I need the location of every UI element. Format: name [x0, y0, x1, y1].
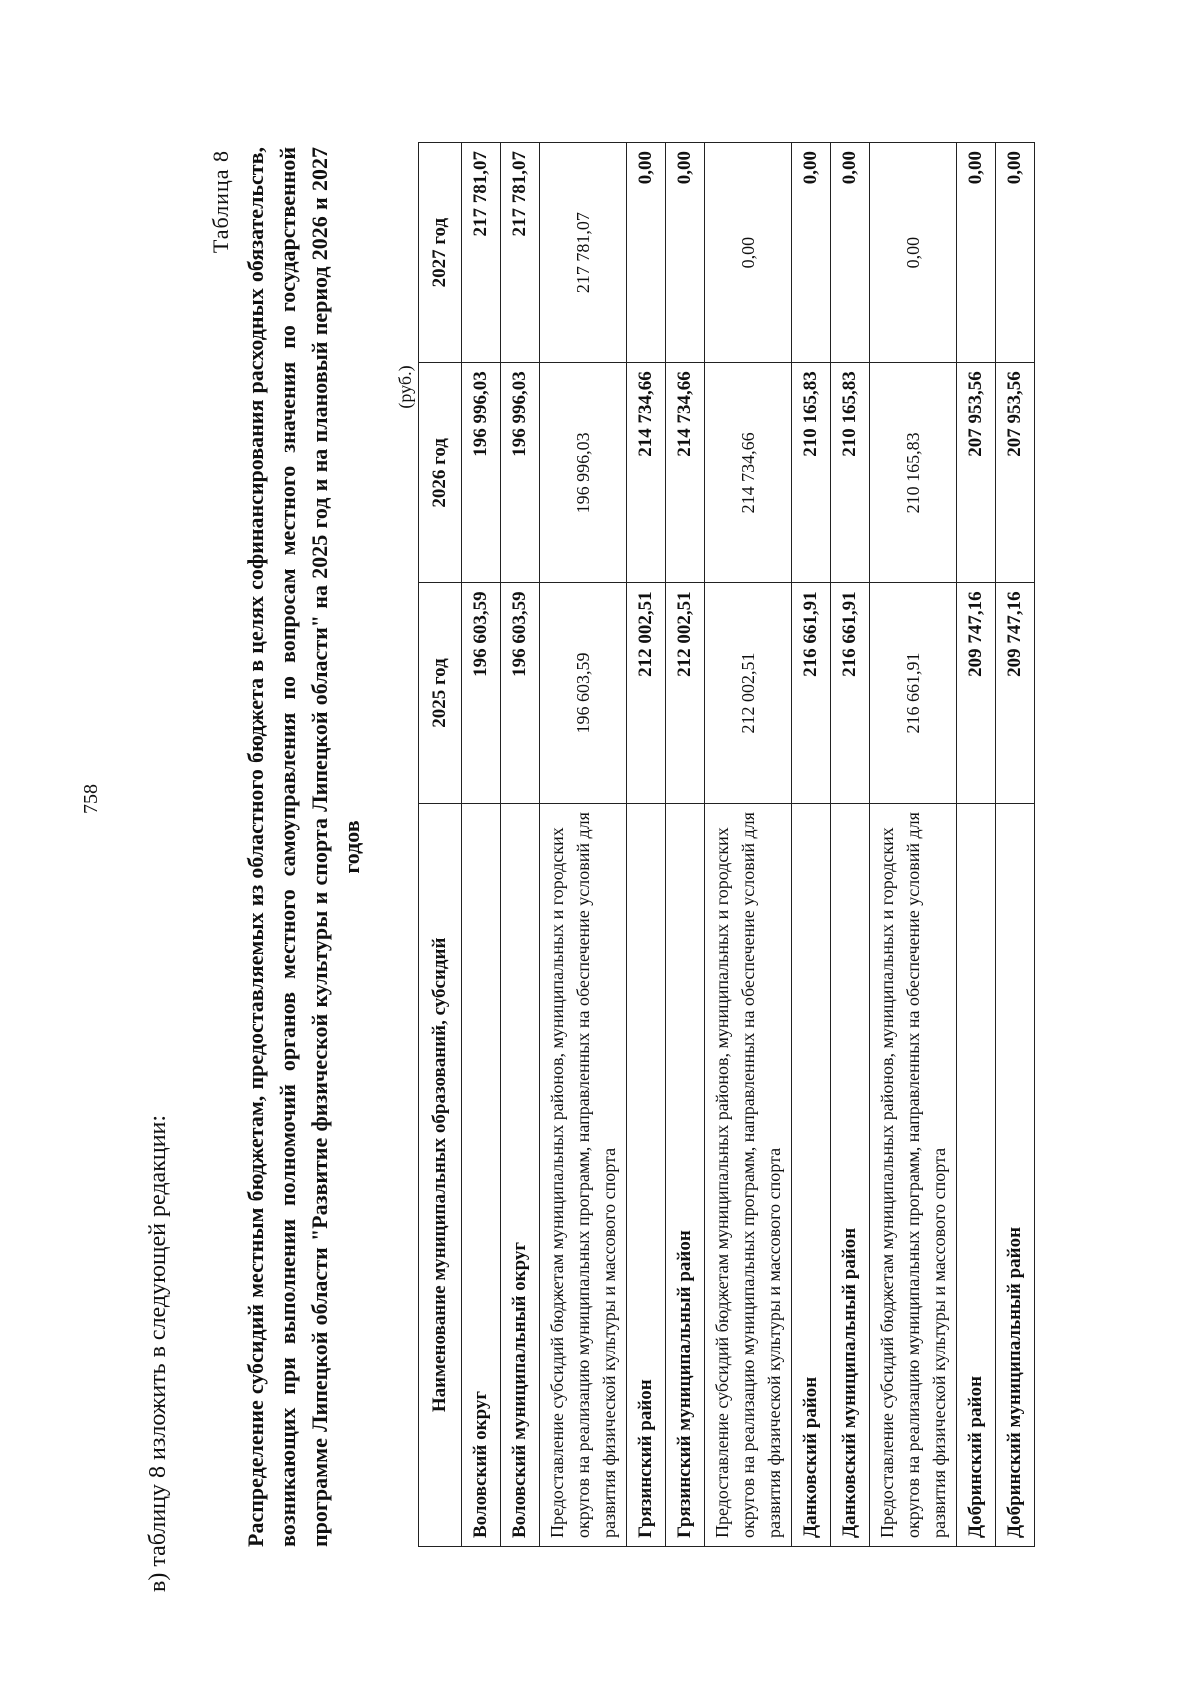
row-name: Грязинский муниципальный район [666, 803, 705, 1546]
row-2025: 196 603,59 [540, 583, 627, 803]
row-2026: 210 165,83 [831, 363, 870, 583]
row-2027: 217 781,07 [540, 143, 627, 363]
row-2026: 214 734,66 [666, 363, 705, 583]
page-number: 758 [80, 784, 102, 814]
row-2026: 210 165,83 [792, 363, 831, 583]
row-2027: 217 781,07 [462, 143, 501, 363]
row-2027: 0,00 [627, 143, 666, 363]
table-row [870, 143, 957, 1547]
row-2025: 209 747,16 [996, 583, 1035, 803]
row-2025: 216 661,91 [831, 583, 870, 803]
table-heading: Распределение субсидий местным бюджетам, предоставляемых из областного бюджета в целях софинансирования расходных обязательств, возникающих при выполнении полномочий органов местного самоуправления по вопросам местного значения по государственной программе Липецкой области "Развитие физической культуры и спорта Липецкой области" на 2025 год и на плановый период 2026 и 2027 годов [243, 147, 364, 1547]
row-2027: 0,00 [705, 143, 792, 363]
row-name: Добринский район [957, 803, 996, 1546]
table-row [666, 143, 705, 1547]
row-2025: 209 747,16 [957, 583, 996, 803]
table-header-row [419, 143, 462, 1547]
row-name: Воловский округ [462, 803, 501, 1546]
header-2025: 2025 год [419, 583, 462, 803]
table-row [831, 143, 870, 1547]
row-2025: 196 603,59 [501, 583, 540, 803]
row-2025: 212 002,51 [627, 583, 666, 803]
row-2026: 196 996,03 [540, 363, 627, 583]
row-2027: 0,00 [792, 143, 831, 363]
row-2026: 207 953,56 [957, 363, 996, 583]
table-row [501, 143, 540, 1547]
header-2027: 2027 год [419, 143, 462, 363]
row-2026: 207 953,56 [996, 363, 1035, 583]
row-2026: 196 996,03 [501, 363, 540, 583]
row-2025: 212 002,51 [705, 583, 792, 803]
row-2026: 196 996,03 [462, 363, 501, 583]
row-2027: 0,00 [831, 143, 870, 363]
subsidy-table [418, 142, 1035, 1547]
row-2026: 214 734,66 [627, 363, 666, 583]
table-row [540, 143, 627, 1547]
table-label: Таблица 8 [208, 150, 233, 254]
row-name: Воловский муниципальный округ [501, 803, 540, 1546]
row-2025: 212 002,51 [666, 583, 705, 803]
intro-text: в) таблицу 8 изложить в следующей редакции: [145, 1114, 171, 1592]
row-name: Данковский район [792, 803, 831, 1546]
header-2026: 2026 год [419, 363, 462, 583]
table-row [792, 143, 831, 1547]
table-row [957, 143, 996, 1547]
table-row [996, 143, 1035, 1547]
row-name: Данковский муниципальный район [831, 803, 870, 1546]
row-2027: 0,00 [996, 143, 1035, 363]
row-name: Добринский муниципальный район [996, 803, 1035, 1546]
row-2027: 0,00 [666, 143, 705, 363]
table-row [705, 143, 792, 1547]
row-2025: 196 603,59 [462, 583, 501, 803]
header-name: Наименование муниципальных образований, субсидий [419, 803, 462, 1546]
table-row [627, 143, 666, 1547]
row-2027: 217 781,07 [501, 143, 540, 363]
unit-label: (руб.) [395, 365, 415, 409]
row-2027: 0,00 [870, 143, 957, 363]
row-name: Грязинский район [627, 803, 666, 1546]
row-2027: 0,00 [957, 143, 996, 363]
row-name: Предоставление субсидий бюджетам муниципальных районов, муниципальных и городских округов на реализацию муниципальных программ, направленных на обеспечение условий для развития физической культуры и массового спорта [705, 803, 792, 1546]
row-2025: 216 661,91 [792, 583, 831, 803]
table-row [462, 143, 501, 1547]
row-2025: 216 661,91 [870, 583, 957, 803]
row-2026: 210 165,83 [870, 363, 957, 583]
row-name: Предоставление субсидий бюджетам муниципальных районов, муниципальных и городских округов на реализацию муниципальных программ, направленных на обеспечение условий для развития физической культуры и массового спорта [870, 803, 957, 1546]
row-2026: 214 734,66 [705, 363, 792, 583]
row-name: Предоставление субсидий бюджетам муниципальных районов, муниципальных и городских округов на реализацию муниципальных программ, направленных на обеспечение условий для развития физической культуры и массового спорта [540, 803, 627, 1546]
